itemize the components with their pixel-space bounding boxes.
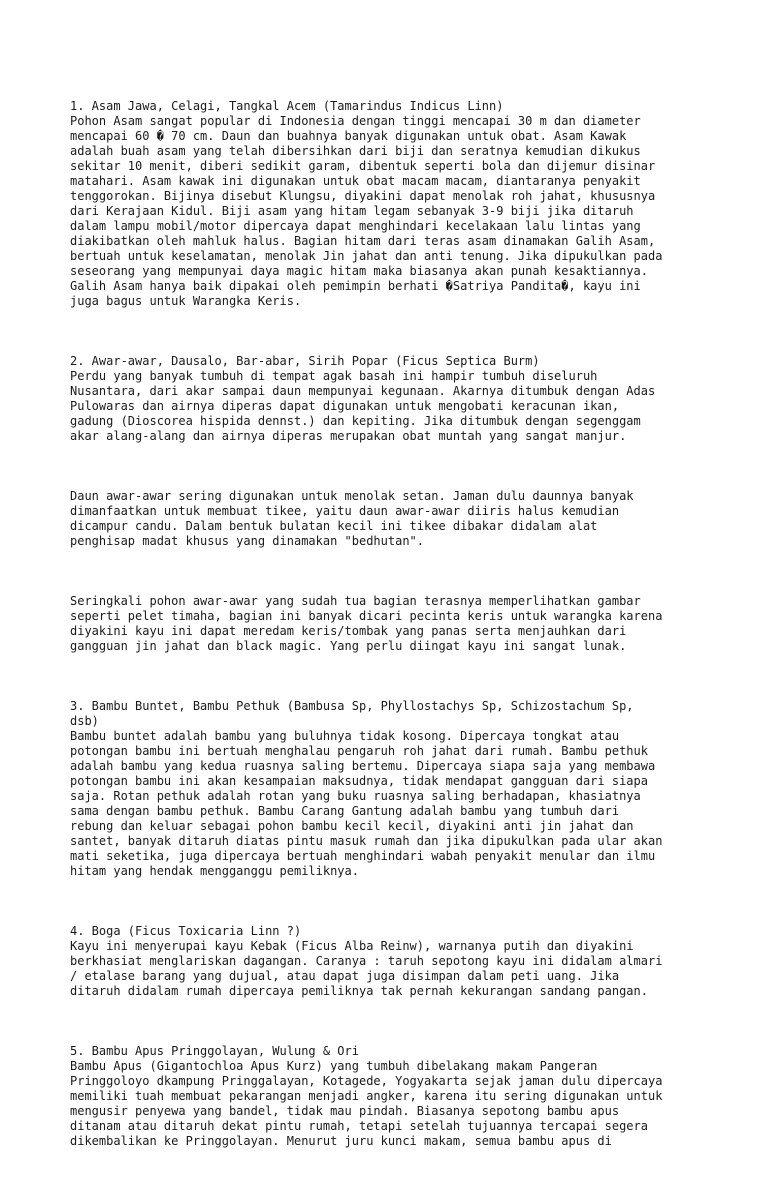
paragraph-asam-jawa xyxy=(70,99,730,309)
text-line: dsb) xyxy=(70,714,99,728)
text-line: santet, banyak ditaruh diatas pintu masuk rumah dan jika dipukulkan pada ular akan xyxy=(70,834,663,848)
text-line: Daun awar-awar sering digunakan untuk menolak setan. Jaman dulu daunnya banyak xyxy=(70,489,634,503)
text-line: dalam lampu mobil/motor dipercaya dapat menghindari kecelakaan lalu lintas yang xyxy=(70,219,641,233)
text-line: Pohon Asam sangat popular di Indonesia dengan tinggi mencapai 30 m dan diameter xyxy=(70,114,641,128)
text-line: gangguan jin jahat dan black magic. Yang perlu diingat kayu ini sangat lunak. xyxy=(70,639,627,653)
text-line: 4. Boga (Ficus Toxicaria Linn ?) xyxy=(70,924,302,938)
text-line: Seringkali pohon awar-awar yang sudah tua bagian terasnya memperlihatkan gambar xyxy=(70,594,641,608)
text-line: dikembalikan ke Pringgolayan. Menurut juru kunci makam, semua bambu apus di xyxy=(70,1134,612,1148)
text-line: rebung dan keluar sebagai pohon bambu kecil kecil, diyakini anti jin jahat dan xyxy=(70,819,634,833)
text-line: berkhasiat menglariskan dagangan. Caranya : taruh sepotong kayu ini didalam almari xyxy=(70,954,663,968)
text-line: mengusir penyewa yang bandel, tidak mau pindah. Biasanya sepotong bambu apus xyxy=(70,1104,620,1118)
text-line: dicampur candu. Dalam bentuk bulatan kecil ini tikee dibakar didalam alat xyxy=(70,519,598,533)
text-line: 5. Bambu Apus Pringgolayan, Wulung & Ori xyxy=(70,1044,359,1058)
text-line: Bambu Apus (Gigantochloa Apus Kurz) yang tumbuh dibelakang makam Pangeran xyxy=(70,1059,598,1073)
text-line: juga bagus untuk Warangka Keris. xyxy=(70,294,302,308)
document-page xyxy=(70,69,730,1179)
text-line: dari Kerajaan Kidul. Biji asam yang hitam legam sebanyak 3-9 biji jika ditaruh xyxy=(70,204,634,218)
text-line: adalah buah asam yang telah dibersihkan dari biji dan seratnya kemudian dikukus xyxy=(70,144,641,158)
text-line: ditanam atau ditaruh dekat pintu rumah, tetapi setelah tujuannya tercapai segera xyxy=(70,1119,648,1133)
text-line: Pringgoloyo dkampung Pringgalayan, Kotagede, Yogyakarta sejak jaman dulu dipercaya xyxy=(70,1074,663,1088)
text-line: seperti pelet timaha, bagian ini banyak dicari pecinta keris untuk warangka karena xyxy=(70,609,663,623)
paragraph-awar-awar xyxy=(70,354,730,444)
text-line: gadung (Dioscorea hispida dennst.) dan kepiting. Jika ditumbuk dengan segenggam xyxy=(70,414,641,428)
text-line: diyakini kayu ini dapat meredam keris/tombak yang panas serta menjauhkan dari xyxy=(70,624,627,638)
text-line: seseorang yang mempunyai daya magic hitam maka biasanya akan punah kesaktiannya. xyxy=(70,264,648,278)
text-line: 1. Asam Jawa, Celagi, Tangkal Acem (Tamarindus Indicus Linn) xyxy=(70,99,504,113)
text-line: / etalase barang yang dujual, atau dapat juga disimpan dalam peti uang. Jika xyxy=(70,969,620,983)
text-line: ditaruh didalam rumah dipercaya pemiliknya tak pernah kekurangan sandang pangan. xyxy=(70,984,648,998)
text-line: 3. Bambu Buntet, Bambu Pethuk (Bambusa Sp, Phyllostachys Sp, Schizostachum Sp, xyxy=(70,699,634,713)
text-line: Perdu yang banyak tumbuh di tempat agak basah ini hampir tumbuh diseluruh xyxy=(70,369,598,383)
text-line: sama dengan bambu pethuk. Bambu Carang Gantung adalah bambu yang tumbuh dari xyxy=(70,804,620,818)
text-line: Galih Asam hanya baik dipakai oleh pemimpin berhati �Satriya Pandita�, kayu ini xyxy=(70,279,641,293)
text-line: sekitar 10 menit, diberi sedikit garam, dibentuk seperti bola dan dijemur disinar xyxy=(70,159,656,173)
text-line: hitam yang hendak mengganggu pemiliknya. xyxy=(70,864,359,878)
text-line: potongan bambu ini akan kesampaian maksudnya, tidak mendapat gangguan dari siapa xyxy=(70,774,648,788)
text-line: tenggorokan. Bijinya disebut Klungsu, diyakini dapat menolak roh jahat, khususnya xyxy=(70,189,656,203)
text-line: diakibatkan oleh mahluk halus. Bagian hitam dari teras asam dinamakan Galih Asam, xyxy=(70,234,656,248)
text-line: Bambu buntet adalah bambu yang buluhnya tidak kosong. Dipercaya tongkat atau xyxy=(70,729,620,743)
text-line: saja. Rotan pethuk adalah rotan yang buku ruasnya saling berhadapan, khasiatnya xyxy=(70,789,641,803)
text-line: mencapai 60 � 70 cm. Daun dan buahnya banyak digunakan untuk obat. Asam Kawak xyxy=(70,129,627,143)
text-line: Pulowaras dan airnya diperas dapat digunakan untuk mengobati keracunan ikan, xyxy=(70,399,620,413)
text-line: dimanfaatkan untuk membuat tikee, yaitu daun awar-awar diiris halus kemudian xyxy=(70,504,620,518)
text-line: mati seketika, juga dipercaya bertuah menghindari wabah penyakit menular dan ilmu xyxy=(70,849,656,863)
text-line: akar alang-alang dan airnya diperas merupakan obat muntah yang sangat manjur. xyxy=(70,429,627,443)
text-line: potongan bambu ini bertuah menghalau pengaruh roh jahat dari rumah. Bambu pethuk xyxy=(70,744,648,758)
paragraph-boga xyxy=(70,924,730,999)
text-line: adalah bambu yang kedua ruasnya saling bertemu. Dipercaya siapa saja yang membawa xyxy=(70,759,656,773)
text-line: memiliki tuah membuat pekarangan menjadi angker, karena itu sering digunakan untuk xyxy=(70,1089,663,1103)
text-line: Kayu ini menyerupai kayu Kebak (Ficus Alba Reinw), warnanya putih dan diyakini xyxy=(70,939,634,953)
text-line: matahari. Asam kawak ini digunakan untuk obat macam macam, diantaranya penyakit xyxy=(70,174,641,188)
paragraph-bambu-buntet xyxy=(70,699,730,879)
text-line: penghisap madat khusus yang dinamakan "bedhutan". xyxy=(70,534,425,548)
text-line: 2. Awar-awar, Dausalo, Bar-abar, Sirih Popar (Ficus Septica Burm) xyxy=(70,354,540,368)
paragraph-awar-awar-daun xyxy=(70,489,730,549)
text-line: bertuah untuk keselamatan, menolak Jin jahat dan anti tenung. Jika dipukulkan pada xyxy=(70,249,663,263)
text-line: Nusantara, dari akar sampai daun mempunyai kegunaan. Akarnya ditumbuk dengan Adas xyxy=(70,384,656,398)
paragraph-bambu-apus xyxy=(70,1044,730,1149)
paragraph-awar-awar-teras xyxy=(70,594,730,654)
